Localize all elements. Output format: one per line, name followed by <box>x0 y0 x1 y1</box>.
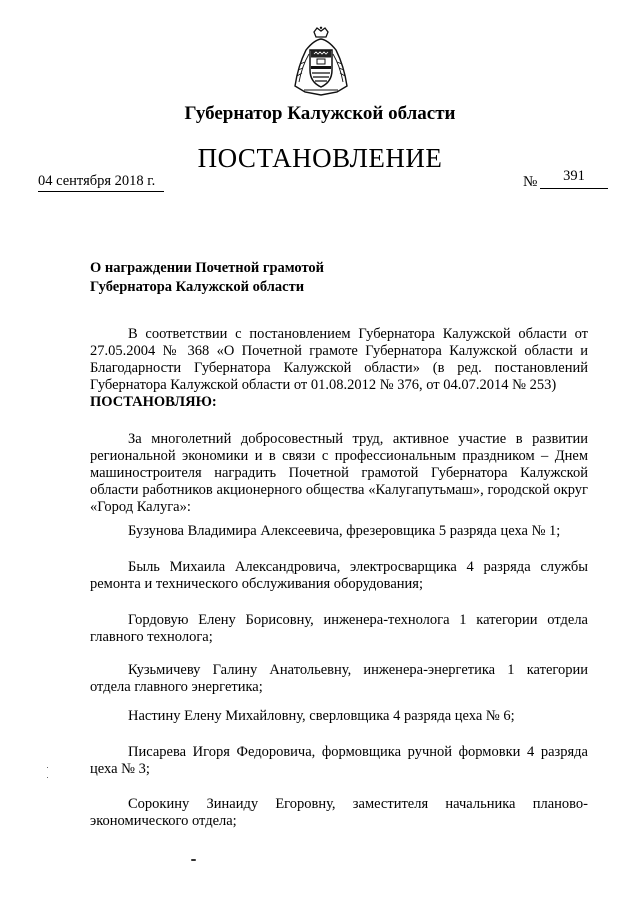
awardee-paragraph: Кузьмичеву Галину Анатольевну, инженера-энергетика 1 категории отдела главного энергетика; <box>90 662 588 695</box>
intro-paragraph: За многолетний добросовестный труд, активное участие в развитии региональной экономики и в связи с профессиональным праздником – Днем машиностроителя наградить Почетной грамотой Губернатора Калужской области работников акционерного общества «Калугапутьмаш», городской округ «Город Калуга»: <box>90 431 588 515</box>
awardee-paragraph: Бузунова Владимира Алексеевича, фрезеровщика 5 разряда цеха № 1; <box>128 523 561 539</box>
scan-speck <box>47 767 48 768</box>
document-date: 04 сентября 2018 г. <box>38 173 164 192</box>
awardee-paragraph: Писарева Игоря Федоровича, формовщика ручной формовки 4 разряда цеха № 3; <box>90 744 588 777</box>
subject-line: Губернатора Калужской области <box>90 279 305 295</box>
awardee-paragraph: Настину Елену Михайловну, сверловщика 4 разряда цеха № 6; <box>128 708 515 724</box>
subject-line: О награждении Почетной грамотой <box>90 260 325 276</box>
coat-of-arms-icon <box>290 26 352 96</box>
governor-title: Губернатор Калужской области <box>184 103 456 124</box>
awardee-paragraph: Быль Михаила Александровича, электросварщика 4 разряда службы ремонта и технического обслуживания оборудования; <box>90 559 588 592</box>
preamble-paragraph: В соответствии с постановлением Губернатора Калужской области от 27.05.2004 № 368 «О Почетной грамоте Губернатора Калужской области и Благодарности Губернатора Калужской области» (в ред. постановлений Губернатора Калужской области от 01.08.2012 № 376, от 04.07.2014 № 253) <box>90 326 588 393</box>
number-label: № <box>523 174 538 190</box>
document-type-heading: ПОСТАНОВЛЕНИЕ <box>197 143 443 173</box>
document-number: 391 <box>540 168 608 189</box>
awardee-paragraph: Сорокину Зинаиду Егоровну, заместителя начальника планово-экономического отдела; <box>90 796 588 829</box>
decree-word: ПОСТАНОВЛЯЮ: <box>90 394 217 410</box>
awardee-paragraph: Гордовую Елену Борисовну, инженера-технолога 1 категории отдела главного технолога; <box>90 612 588 645</box>
document-subject <box>90 259 390 297</box>
scan-speck <box>191 859 196 861</box>
scan-speck <box>47 777 48 778</box>
